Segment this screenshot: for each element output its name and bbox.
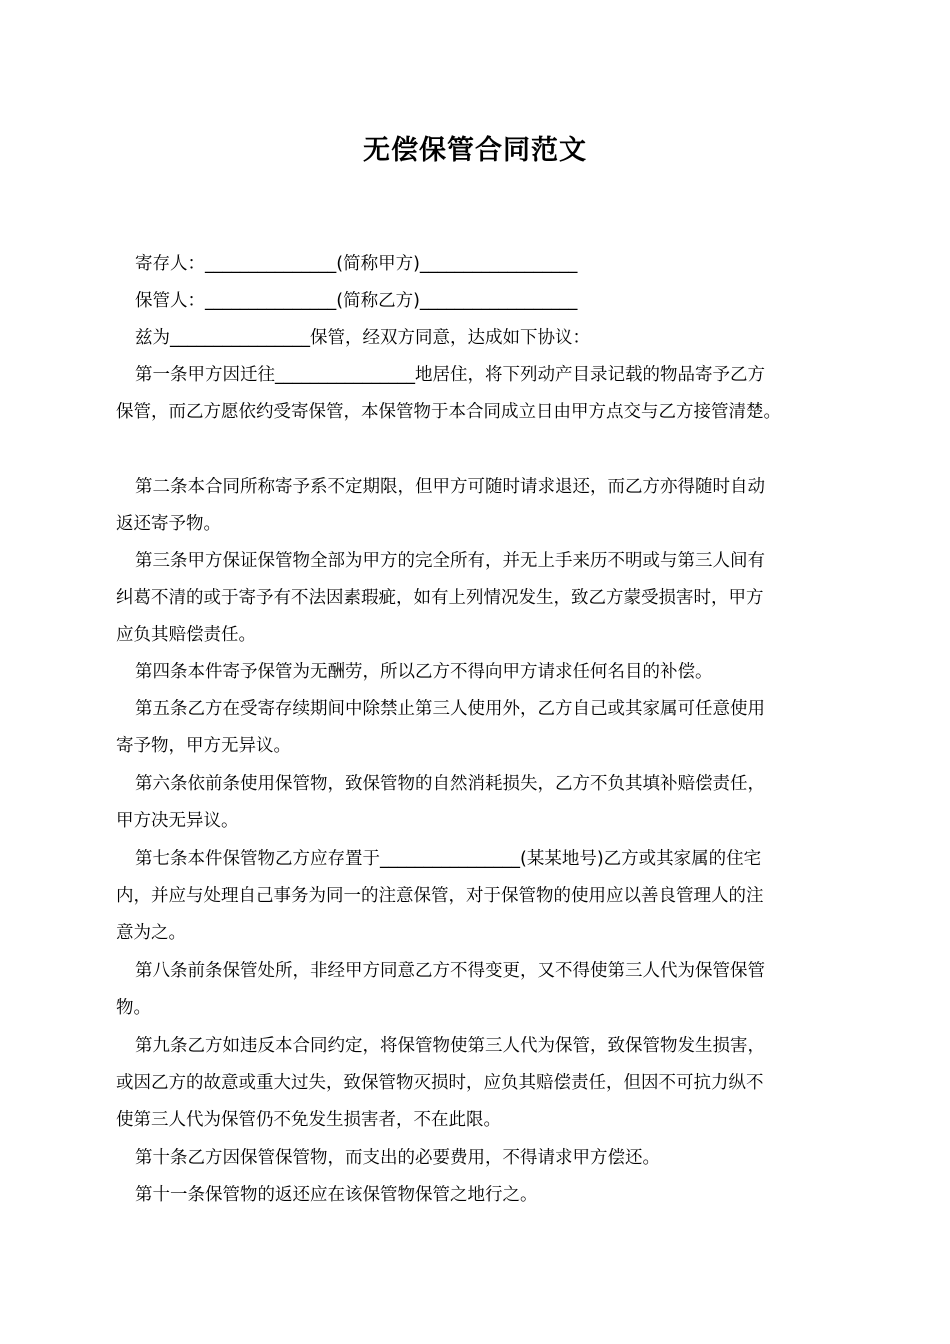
text-line: 寄存人：_______________(简称甲方)__________________ bbox=[135, 254, 578, 274]
depositor-line bbox=[116, 246, 846, 283]
agreement-intro bbox=[116, 320, 846, 357]
text-line: 兹为________________保管，经双方同意，达成如下协议： bbox=[135, 328, 590, 348]
custodian-line bbox=[116, 283, 846, 320]
text-line: 或因乙方的故意或重大过失，致保管物灭损时，应负其赔偿责任，但因不可抗力纵不 bbox=[116, 1073, 764, 1093]
text-line: 纠葛不清的或于寄予有不法因素瑕疵，如有上列情况发生，致乙方蒙受损害时，甲方 bbox=[116, 588, 764, 608]
text-line: 第五条乙方在受寄存续期间中除禁止第三人使用外，乙方自己或其家属可任意使用 bbox=[135, 699, 765, 719]
text-line: 返还寄予物。 bbox=[116, 514, 221, 534]
article-11 bbox=[116, 1177, 846, 1214]
text-line: 保管，而乙方愿依约受寄保管，本保管物于本合同成立日由甲方点交与乙方接管清楚。 bbox=[116, 402, 781, 422]
text-line: 保管人：_______________(简称乙方)__________________ bbox=[135, 291, 578, 311]
article-6 bbox=[116, 766, 846, 840]
article-1 bbox=[116, 357, 846, 431]
text-line: 第九条乙方如违反本合同约定，将保管物使第三人代为保管，致保管物发生损害， bbox=[135, 1036, 765, 1056]
document-title: 无偿保管合同范文 bbox=[363, 135, 587, 166]
article-2 bbox=[116, 469, 846, 543]
text-line: 寄予物，甲方无异议。 bbox=[116, 736, 291, 756]
article-9 bbox=[116, 1028, 846, 1139]
article-10 bbox=[116, 1140, 846, 1177]
article-3 bbox=[116, 543, 846, 654]
text-line: 内，并应与处理自己事务为同一的注意保管，对于保管物的使用应以善良管理人的注 bbox=[116, 886, 764, 906]
text-line: 应负其赔偿责任。 bbox=[116, 625, 256, 645]
article-7 bbox=[116, 841, 846, 952]
text-line: 意为之。 bbox=[116, 923, 186, 943]
text-line: 第二条本合同所称寄予系不定期限，但甲方可随时请求退还，而乙方亦得随时自动 bbox=[135, 477, 765, 497]
text-line: 第一条甲方因迁往________________地居住，将下列动产目录记载的物品寄予乙方 bbox=[135, 365, 765, 385]
text-line: 使第三人代为保管仍不免发生损害者，不在此限。 bbox=[116, 1110, 501, 1130]
text-line: 第六条依前条使用保管物，致保管物的自然消耗损失，乙方不负其填补赔偿责任， bbox=[135, 774, 765, 794]
text-line: 物。 bbox=[116, 998, 151, 1018]
text-line: 第三条甲方保证保管物全部为甲方的完全所有，并无上手来历不明或与第三人间有 bbox=[135, 551, 765, 571]
text-line: 第四条本件寄予保管为无酬劳，所以乙方不得向甲方请求任何名目的补偿。 bbox=[135, 662, 713, 682]
text-line: 第十一条保管物的返还应在该保管物保管之地行之。 bbox=[135, 1185, 538, 1205]
article-8 bbox=[116, 953, 846, 1027]
article-5 bbox=[116, 691, 846, 765]
text-line: 第十条乙方因保管保管物，而支出的必要费用，不得请求甲方偿还。 bbox=[135, 1148, 660, 1168]
text-line: 甲方决无异议。 bbox=[116, 811, 239, 831]
article-4 bbox=[116, 654, 846, 691]
text-line: 第八条前条保管处所，非经甲方同意乙方不得变更，又不得使第三人代为保管保管 bbox=[135, 961, 765, 981]
text-line: 第七条本件保管物乙方应存置于________________(某某地号)乙方或其家属的住宅 bbox=[135, 849, 762, 869]
